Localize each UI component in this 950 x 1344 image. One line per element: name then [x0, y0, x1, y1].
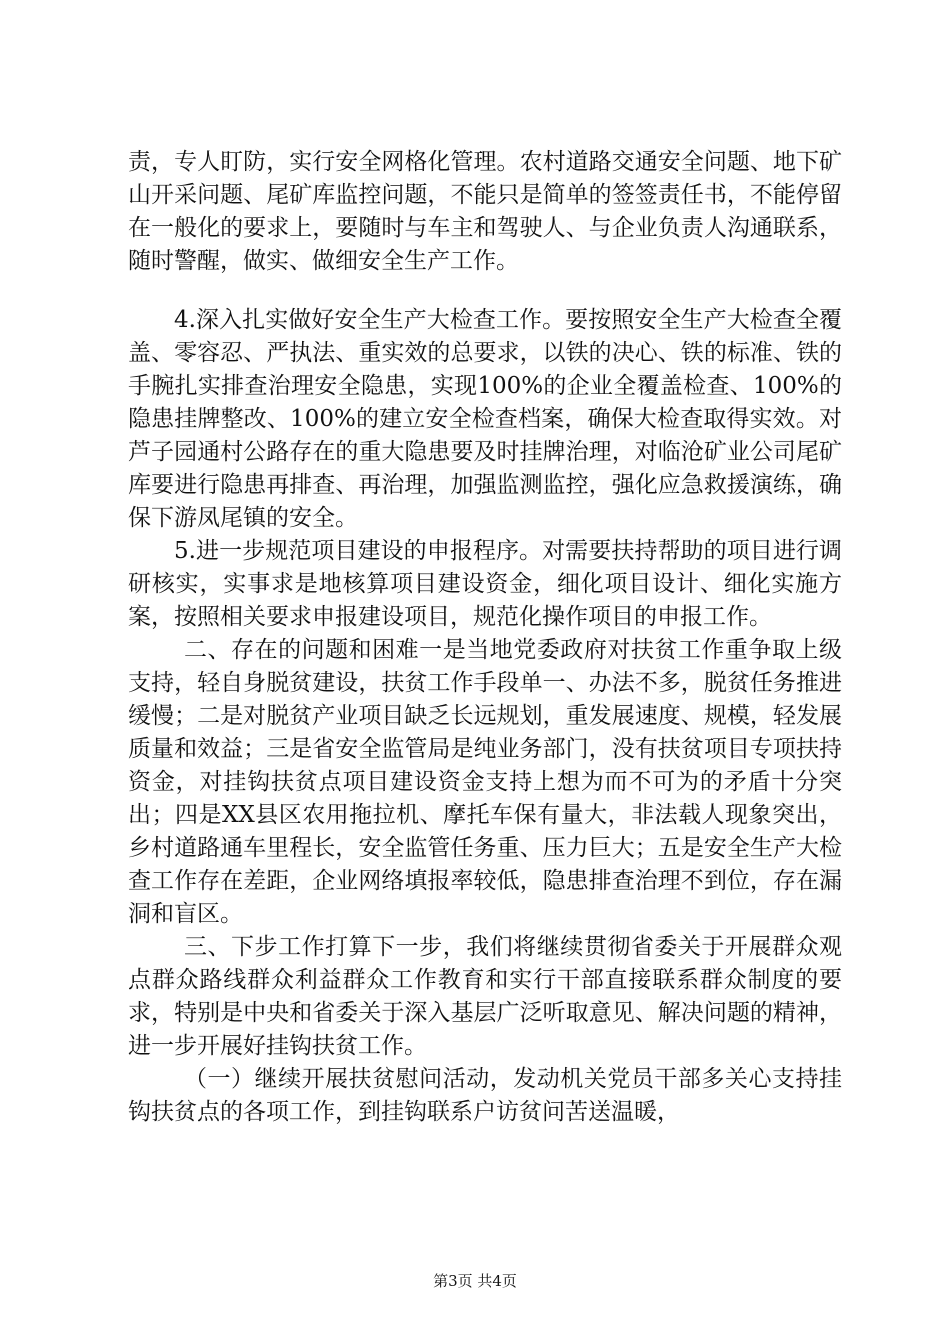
paragraph-section-3: 三、下步工作打算下一步，我们将继续贯彻省委关于开展群众观点群众路线群众利益群众工作教育和实行干部直接联系群众制度的要求，特别是中央和省委关于深入基层广泛听取意见、解决问题的精神，进一步开展好挂钩扶贫工作。 [128, 934, 842, 1059]
paragraph-continuation: 责，专人盯防，实行安全网格化管理。农村道路交通安全问题、地下矿山开采问题、尾矿库监控问题，不能只是简单的签签责任书，不能停留在一般化的要求上，要随时与车主和驾驶人、与企业负责人沟通联系，随时警醒，做实、做细安全生产工作。 [128, 149, 842, 274]
document-body [128, 146, 842, 1129]
page-number-footer: 第3页 共4页 [433, 1272, 517, 1290]
paragraph-section-2: 二、存在的问题和困难一是当地党委政府对扶贫工作重争取上级支持，轻自身脱贫建设，扶贫工作手段单一、办法不多，脱贫任务推进缓慢；二是对脱贫产业项目缺乏长远规划，重发展速度、规模，轻发展质量和效益；三是省安全监管局是纯业务部门，没有扶贫项目专项扶持资金，对挂钩扶贫点项目建设资金支持上想为而不可为的矛盾十分突出；四是XX县区农用拖拉机、摩托车保有量大，非法载人现象突出，乡村道路通车里程长，安全监管任务重、压力巨大；五是安全生产大检查工作存在差距，企业网络填报率较低，隐患排查治理不到位，存在漏洞和盲区。 [128, 637, 842, 927]
paragraph-subsection-1: （一）继续开展扶贫慰问活动，发动机关党员干部多关心支持挂钩扶贫点的各项工作，到挂钩联系户访贫问苦送温暖， [128, 1066, 842, 1125]
paragraph-item-5: 5.进一步规范项目建设的申报程序。对需要扶持帮助的项目进行调研核实，实事求是地核算项目建设资金，细化项目设计、细化实施方案，按照相关要求申报建设项目，规范化操作项目的申报工作。 [128, 538, 842, 630]
paragraph-item-4: 4.深入扎实做好安全生产大检查工作。要按照安全生产大检查全覆盖、零容忍、严执法、重实效的总要求，以铁的决心、铁的标准、铁的手腕扎实排查治理安全隐患，实现100%的企业全覆盖检查、100%的隐患挂牌整改、100%的建立安全检查档案，确保大检查取得实效。对芦子园通村公路存在的重大隐患要及时挂牌治理，对临沧矿业公司尾矿库要进行隐患再排查、再治理，加强监测监控，强化应急救援演练，确保下游凤尾镇的安全。 [128, 307, 842, 531]
